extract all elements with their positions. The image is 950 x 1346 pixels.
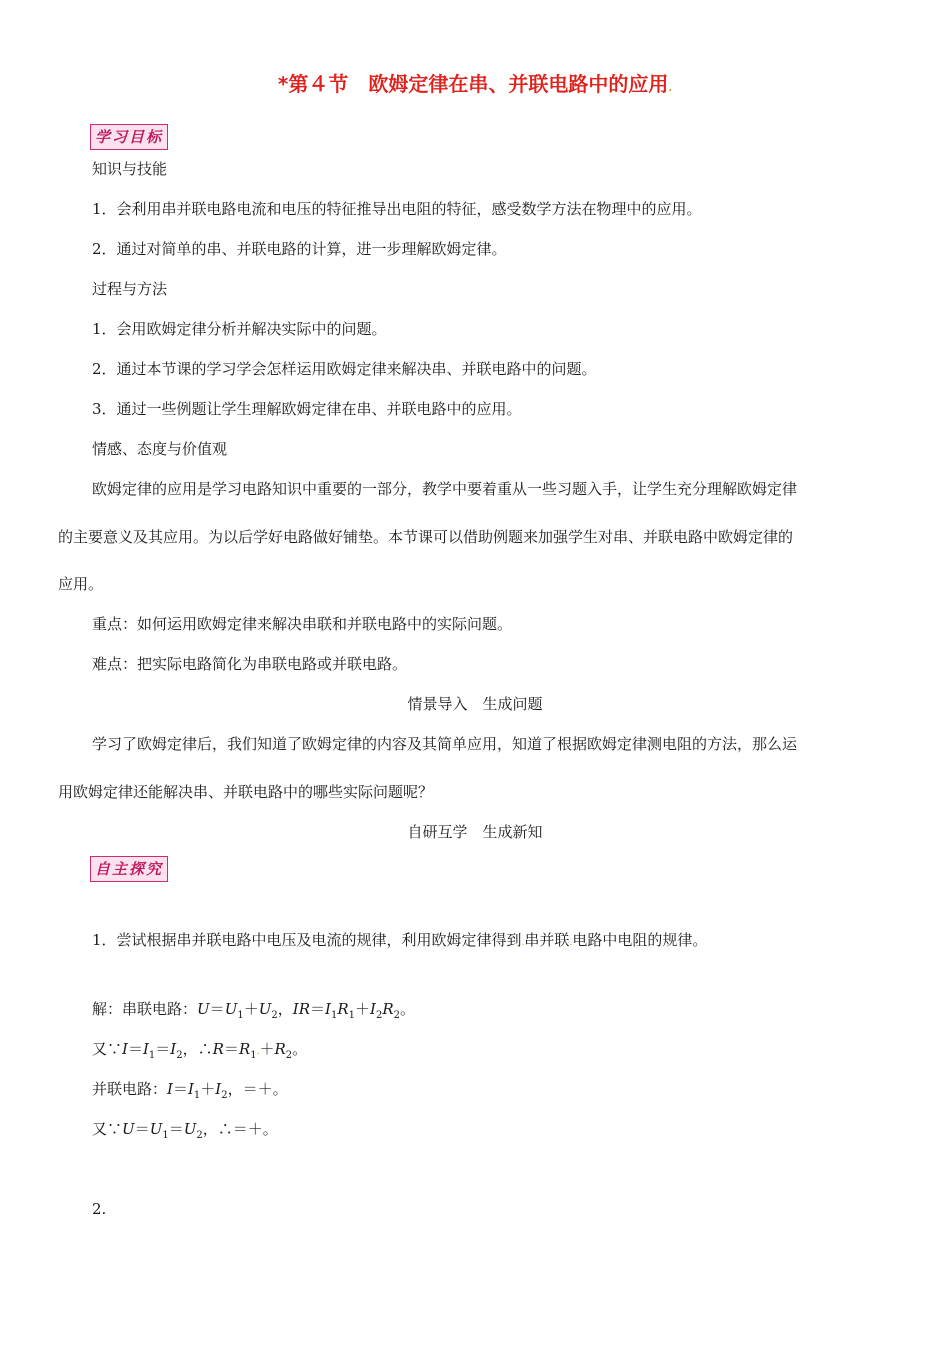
solution-parallel-resistance: 又$\because U=U_1=U_2$，∴＝＋。	[92, 1120, 278, 1141]
knowledge-heading: 知识与技能	[92, 160, 168, 178]
knowledge-item-1: 1．会利用串并联电路电流和电压的特征推导出电阻的特征，感受数学方法在物理中的应用。	[92, 200, 702, 218]
intro-heading: 情景导入 生成问题	[407, 695, 543, 713]
solution-series-formula: 解：串联电路：$U=U_1+U_2$，$IR=I_1R_1+I_2R_2$。	[92, 1000, 416, 1021]
solution-parallel-current: 并联电路：$I=I_1+I_2$，＝＋。	[92, 1080, 288, 1101]
emotion-line-3: 应用。	[58, 575, 104, 593]
emotion-heading: 情感、态度与价值观	[92, 440, 228, 458]
emotion-line-2: 的主要意义及其应用。为以后学好电路做好铺垫。本节课可以借助例题来加强学生对串、并联电路中欧姆定律的	[58, 528, 794, 546]
solution-series-resistance: 又$\because I=I_1=I_2$，$\therefore R=R_1.+R_2$。	[92, 1040, 308, 1061]
intro-line-2: 用欧姆定律还能解决串、并联电路中的哪些实际问题呢？	[58, 783, 434, 801]
process-item-1: 1．会用欧姆定律分析并解决实际中的问题。	[92, 320, 387, 338]
process-heading: 过程与方法	[92, 280, 168, 298]
process-item-3: 3．通过一些例题让学生理解欧姆定律在串、并联电路中的应用。	[92, 400, 522, 418]
selfstudy-heading: 自研互学 生成新知	[407, 823, 543, 841]
knowledge-item-2: 2．通过对简单的串、并联电路的计算，进一步理解欧姆定律。	[92, 240, 507, 258]
question-1: 1．尝试根据串并联电路中电压及电流的规律，利用欧姆定律得到.串并联.电路中电阻的规律。	[92, 931, 708, 949]
title-mark: .	[668, 83, 673, 94]
difficulty: 难点：把实际电路简化为串联电路或并联电路。	[92, 655, 408, 673]
tag-learning-goals: 学习目标	[90, 124, 168, 150]
intro-line-1: 学习了欧姆定律后，我们知道了欧姆定律的内容及其简单应用，知道了根据欧姆定律测电阻的方法，那么运	[92, 735, 798, 753]
key-point: 重点：如何运用欧姆定律来解决串联和并联电路中的实际问题。	[92, 615, 513, 633]
page-title: *第４节 欧姆定律在串、并联电路中的应用.	[277, 72, 673, 96]
tag-self-explore: 自主探究	[90, 856, 168, 882]
emotion-line-1: 欧姆定律的应用是学习电路知识中重要的一部分，教学中要着重从一些习题入手，让学生充分理解欧姆定律	[92, 480, 798, 498]
question-2: 2.	[92, 1200, 107, 1218]
process-item-2: 2．通过本节课的学习学会怎样运用欧姆定律来解决串、并联电路中的问题。	[92, 360, 597, 378]
